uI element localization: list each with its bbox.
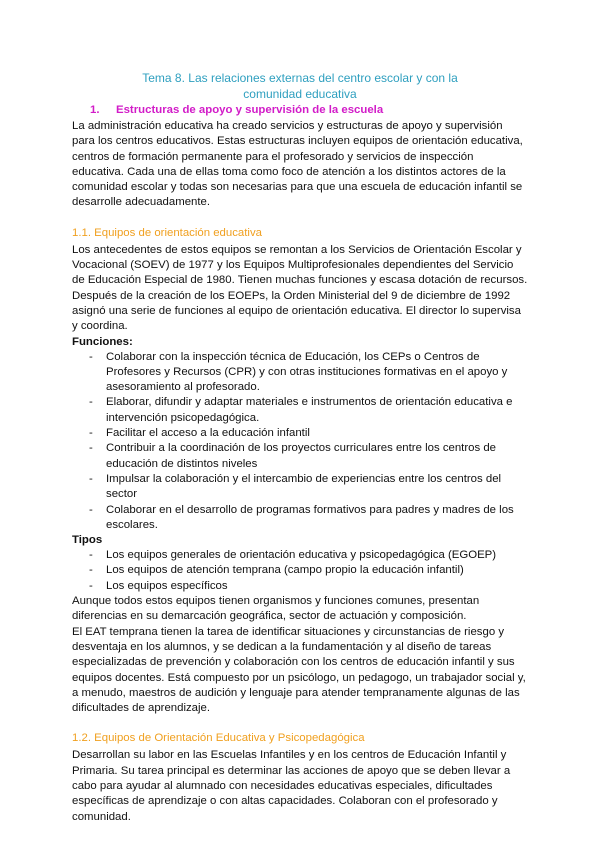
list-item: - Colaborar con la inspección técnica de Educación, los CEPs o Centros de Profesores y Recursos (CPR) y con otras instituciones formativas en el apoyo y asesoramiento al profesorado. <box>72 350 528 396</box>
funciones-label: Funciones: <box>72 335 133 348</box>
tipos-label: Tipos <box>72 534 103 547</box>
document-page <box>72 66 528 825</box>
list-item: - Elaborar, difundir y adaptar materiales e instrumentos de orientación educativa e intervención psicopedagógica. <box>72 395 528 426</box>
section-1-1-intro: Los antecedentes de estos equipos se remontan a los Servicios de Orientación Escolar y Vocacional (SOEV) de 1977 y los Equipos Multiprofesionales dependientes del Servicio de Educación Especial de 1980. Tienen muchas funciones y escasa dotación de recursos. Después de la creación de los EOEPs, la Orden Ministerial del 9 de diciembre de 1992 asignó una serie de funciones al equipo de orientación educativa. El director lo supervisa y coordina. <box>72 243 528 333</box>
list-item: - Contribuir a la coordinación de los proyectos curriculares entre los centros de educación de distintos niveles <box>72 441 528 472</box>
list-item: - Los equipos específicos <box>72 579 528 594</box>
section-1-2-body: Desarrollan su labor en las Escuelas Infantiles y en los centros de Educación Infantil y Primaria. Su tarea principal es determinar las acciones de apoyo que se deben llevar a cabo para ayudar al alumnado con necesidades educativas especiales, dificultades específicas de aprendizaje o con altas capacidades. Colaboran con el profesorado y comunidad. <box>72 749 511 823</box>
list-item: - Los equipos de atención temprana (campo propio la educación infantil) <box>72 563 528 578</box>
section-1-heading-text: Estructuras de apoyo y supervisión de la escuela <box>116 104 384 116</box>
section-1-1-closing: Aunque todos estos equipos tienen organismos y funciones comunes, presentan diferencias en su demarcación geográfica, sector de actuación y composición. El EAT temprana tienen la tarea de identificar situaciones y circunstancias de riesgo y desventaja en los alumnos, y se dedican a la fundamentación y al diseño de tareas especializadas de prevención y colaboración con los centros de educación infantil y sus equipos docentes. Está compuesto por un psicólogo, un pedagogo, un trabajador social y, a menudo, maestros de audición y lenguaje para atender tempranamente algunas de las dificultades de aprendizaje. <box>72 595 526 715</box>
list-item: - Los equipos generales de orientación educativa y psicopedagógica (EGOEP) <box>72 548 528 563</box>
section-1-heading <box>90 103 528 118</box>
section-1-1-heading: 1.1. Equipos de orientación educativa <box>72 226 262 239</box>
list-item: - Impulsar la colaboración y el intercambio de experiencias entre los centros del sector <box>72 472 528 503</box>
tipos-list <box>72 548 528 594</box>
section-1-2-heading: 1.2. Equipos de Orientación Educativa y Psicopedagógica <box>72 732 365 745</box>
section-1-number: 1. <box>90 104 100 116</box>
list-item: - Colaborar en el desarrollo de programas formativos para padres y madres de los escolares. <box>72 503 528 534</box>
document-title: Tema 8. Las relaciones externas del centro escolar y con la comunidad educativa <box>142 71 458 101</box>
list-item: - Facilitar el acceso a la educación infantil <box>72 426 528 441</box>
section-1-body: La administración educativa ha creado servicios y estructuras de apoyo y supervisión para los centros educativos. Estas estructuras incluyen equipos de orientación educativa, centros de formación permanente para el profesorado y servicios de inspección educativa. Cada una de ellas toma como foco de atención a los distintos actores de la comunidad escolar y todas son necesarias para que una escuela de educación infantil se desarrolle adecuadamente. <box>72 120 523 209</box>
funciones-list <box>72 350 528 534</box>
